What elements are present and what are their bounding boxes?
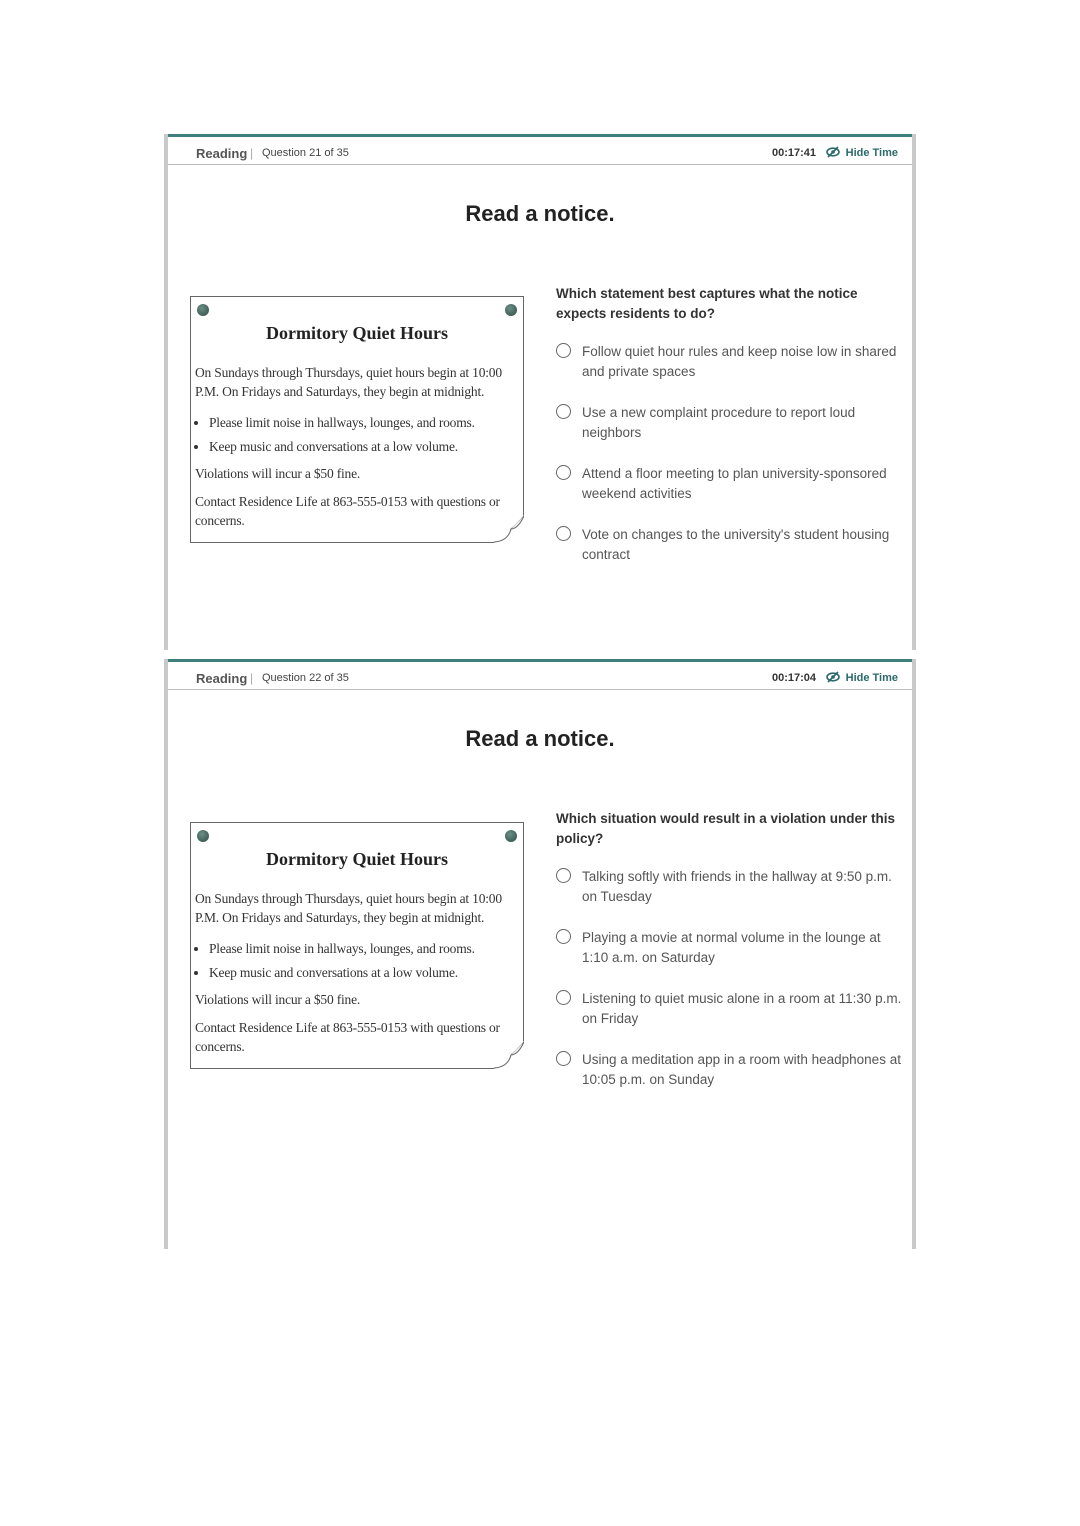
timer: 00:17:41 [771, 147, 816, 159]
answer-option[interactable] [556, 525, 908, 565]
option-text: Talking softly with friends in the hallway at 9:50 p.m. on Tuesday [582, 869, 892, 904]
radio-button[interactable] [556, 929, 571, 944]
question-counter: Question 22 of 35 [262, 672, 349, 684]
notice-fine: Violations will incur a $50 fine. [195, 466, 361, 481]
question-screen-21 [164, 134, 916, 650]
notice-fine: Violations will incur a $50 fine. [195, 992, 361, 1007]
divider: | [250, 146, 254, 160]
page-heading: Read a notice. [465, 726, 615, 751]
answer-option[interactable] [556, 928, 908, 968]
radio-button[interactable] [556, 465, 571, 480]
notice-bullet: • Please limit noise in hallways, lounges, and rooms. [209, 413, 517, 432]
answer-option[interactable] [556, 464, 908, 504]
question-counter: Question 21 of 35 [262, 147, 349, 159]
radio-button[interactable] [556, 868, 571, 883]
page-curl-icon [494, 515, 524, 543]
radio-button[interactable] [556, 343, 571, 358]
hide-time-button[interactable]: Hide Time [845, 147, 898, 159]
question-area [556, 809, 908, 1111]
question-text: Which statement best captures what the notice expects residents to do? [556, 286, 858, 321]
top-bar [168, 134, 912, 165]
notice-card [190, 296, 524, 543]
option-text: Playing a movie at normal volume in the lounge at 1:10 a.m. on Saturday [582, 930, 881, 965]
notice-bullet: • Keep music and conversations at a low volume. [209, 437, 517, 456]
hide-time-button[interactable]: Hide Time [845, 672, 898, 684]
question-area [556, 284, 908, 586]
radio-button[interactable] [556, 404, 571, 419]
answer-option[interactable] [556, 403, 908, 443]
divider: | [250, 671, 254, 685]
answer-option[interactable] [556, 867, 908, 907]
pushpin-icon [197, 304, 209, 316]
notice-title: Dormitory Quiet Hours [266, 323, 448, 343]
option-text: Using a meditation app in a room with headphones at 10:05 p.m. on Sunday [582, 1052, 901, 1087]
notice-paragraph: On Sundays through Thursdays, quiet hours begin at 10:00 P.M. On Fridays and Saturdays, they begin at midnight. [195, 891, 502, 925]
notice-contact: Contact Residence Life at 863-555-0153 with questions or concerns. [195, 494, 500, 528]
pushpin-icon [197, 830, 209, 842]
timer: 00:17:04 [771, 672, 816, 684]
question-text: Which situation would result in a violation under this policy? [556, 811, 896, 846]
section-label: Reading [196, 671, 248, 686]
option-text: Follow quiet hour rules and keep noise low in shared and private spaces [582, 344, 897, 379]
answer-option[interactable] [556, 989, 908, 1029]
eye-slash-icon[interactable] [826, 670, 840, 684]
radio-button[interactable] [556, 990, 571, 1005]
radio-button[interactable] [556, 526, 571, 541]
top-bar [168, 659, 912, 690]
option-text: Use a new complaint procedure to report loud neighbors [582, 405, 856, 440]
question-screen-22 [164, 659, 916, 1249]
page-heading: Read a notice. [465, 201, 615, 226]
notice-contact: Contact Residence Life at 863-555-0153 with questions or concerns. [195, 1020, 500, 1054]
option-text: Vote on changes to the university's student housing contract [582, 527, 890, 562]
eye-slash-icon[interactable] [826, 145, 840, 159]
notice-paragraph: On Sundays through Thursdays, quiet hours begin at 10:00 P.M. On Fridays and Saturdays, they begin at midnight. [195, 365, 502, 399]
notice-title: Dormitory Quiet Hours [266, 849, 448, 869]
notice-bullet: • Please limit noise in hallways, lounges, and rooms. [209, 939, 517, 958]
section-label: Reading [196, 146, 248, 161]
pushpin-icon [505, 304, 517, 316]
radio-button[interactable] [556, 1051, 571, 1066]
notice-bullet: • Keep music and conversations at a low volume. [209, 963, 517, 982]
option-text: Attend a floor meeting to plan university-sponsored weekend activities [582, 466, 887, 501]
answer-option[interactable] [556, 1050, 908, 1090]
option-text: Listening to quiet music alone in a room at 11:30 p.m. on Friday [582, 991, 902, 1026]
answer-option[interactable] [556, 342, 908, 382]
pushpin-icon [505, 830, 517, 842]
page-curl-icon [494, 1041, 524, 1069]
notice-card [190, 822, 524, 1069]
